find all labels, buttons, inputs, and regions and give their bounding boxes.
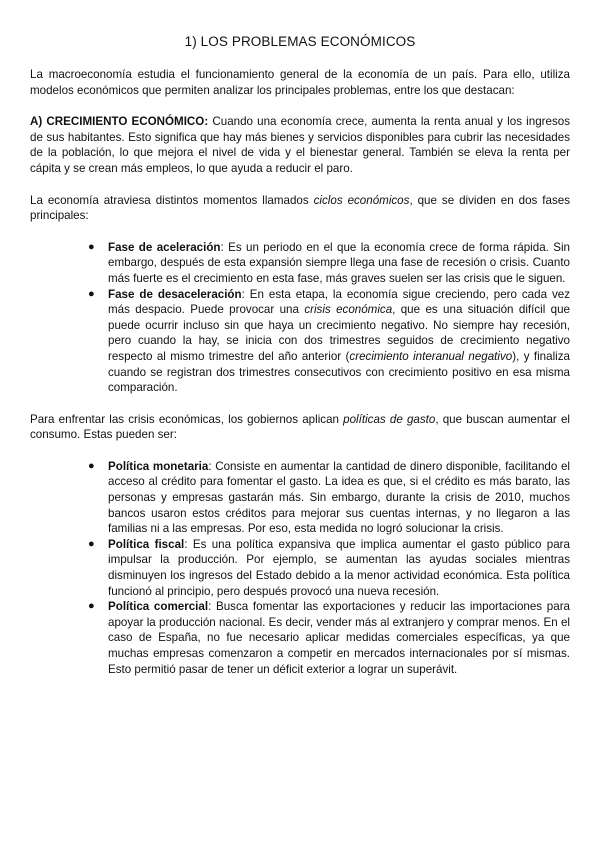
fases-list <box>30 240 570 396</box>
bullet-icon: ● <box>88 240 95 253</box>
politica-monetaria-term: Política monetaria <box>108 459 209 473</box>
fase-aceleracion-term: Fase de aceleración <box>108 240 221 254</box>
list-item-politica-fiscal <box>88 537 570 599</box>
list-item-politica-comercial <box>88 599 571 677</box>
crecimiento-paragraph <box>30 114 570 176</box>
politica-comercial-term: Política comercial <box>108 600 209 614</box>
fase-desaceleracion-term: Fase de desaceleración <box>108 287 242 301</box>
ciclos-text-after: , que se dividen en dos fases principales: <box>30 193 570 223</box>
intro-paragraph: La macroeconomía estudia el funcionamiento general de la economía de un país. Para ello, utiliza modelos económicos que permiten analizar los principales problemas, entre los que destacan: <box>30 68 570 97</box>
ciclos-paragraph <box>30 193 570 224</box>
fase-desaceleracion-text-2: , que es una situación difícil que puede ocurrir incluso sin que haya un crecimiento negativo. No siempre hay recesión, pero cuando la hay, se inicia con dos trimestres seguidos de crecimiento negativo respecto al mismo trimestre del año anterior ( <box>108 303 570 363</box>
politica-comercial-text: : Busca fomentar las exportaciones y reducir las importaciones para apoyar la producción nacional. Es decir, vender más al extranjero y comprar menos. En el caso de España, no fue necesario aplicar medidas comerciales específicas, ya que muchas empresas comenzaron a competir en mercados internacionales por sí mismas. Esto permitió pasar de tener un déficit exterior a lograr un superávit. <box>108 600 571 676</box>
politicas-text-after: , que buscan aumentar el consumo. Estas pueden ser: <box>30 412 570 442</box>
crecimiento-interanual-emphasis: crecimiento interanual negativo <box>349 349 513 363</box>
bullet-icon: ● <box>88 600 95 613</box>
bullet-icon: ● <box>88 537 95 550</box>
crecimiento-text: Cuando una economía crece, aumenta la renta anual y los ingresos de sus habitantes. Esto significa que hay más bienes y servicios disponibles para cubrir las necesidades de la población, lo que mejora el nivel de vida y el bienestar general. También se eleva la renta per cápita y se crean más empleos, lo que ayuda a reducir el paro. <box>30 115 570 175</box>
politica-monetaria-text: : Consiste en aumentar la cantidad de dinero disponible, facilitando el acceso al crédito para fomentar el gasto. La idea es que, si el crédito es más barato, las personas y empresas gastarán más. Sin embargo, durante la crisis de 2010, muchos bancos usaron estos créditos para mejorar sus cuentas internas, y no llegaron a las familias ni a las empresas. Por eso, esta medida no logró solucionar la crisis. <box>108 459 570 536</box>
list-item-fase-desaceleracion <box>88 287 570 396</box>
politicas-list <box>30 459 570 677</box>
politica-fiscal-term: Política fiscal <box>108 537 185 551</box>
politicas-emphasis: políticas de gasto <box>343 412 436 426</box>
list-item-fase-aceleracion <box>88 240 570 287</box>
ciclos-emphasis: ciclos económicos <box>313 193 410 207</box>
bullet-icon: ● <box>88 459 95 472</box>
page-title: 1) LOS PROBLEMAS ECONÓMICOS <box>184 34 416 49</box>
bullet-icon: ● <box>88 287 95 300</box>
fase-aceleracion-text: : Es un periodo en el que la economía crece de forma rápida. Sin embargo, después de esta expansión siempre llega una fase de recesión o crisis. Cuanto más fuerte es el crecimiento en esta fase, más graves suelen ser las crisis que le siguen. <box>108 240 570 285</box>
fase-desaceleracion-text-1: : En esta etapa, la economía sigue creciendo, pero cada vez más despacio. Puede provocar una <box>108 287 570 317</box>
politica-fiscal-text: : Es una política expansiva que implica aumentar el gasto público para impulsar la producción. Por ejemplo, se aumentan las ayudas sociales mientras disminuyen los ingresos del Estado debido a la menor actividad económica. Esta política funcionó al principio, pero después provocó una nueva recesión. <box>108 537 570 598</box>
crisis-economica-emphasis: crisis económica <box>304 303 393 317</box>
ciclos-text-before: La economía atraviesa distintos momentos llamados <box>30 193 314 207</box>
list-item-politica-monetaria <box>88 459 570 537</box>
fase-desaceleracion-text-3: ), y finaliza cuando se registran dos trimestres consecutivos con crecimiento positivo en esa misma comparación. <box>108 349 570 395</box>
crecimiento-heading: A) CRECIMIENTO ECONÓMICO: <box>30 115 209 129</box>
politicas-paragraph <box>30 412 570 443</box>
politicas-text-before: Para enfrentar las crisis económicas, los gobiernos aplican <box>30 412 344 426</box>
